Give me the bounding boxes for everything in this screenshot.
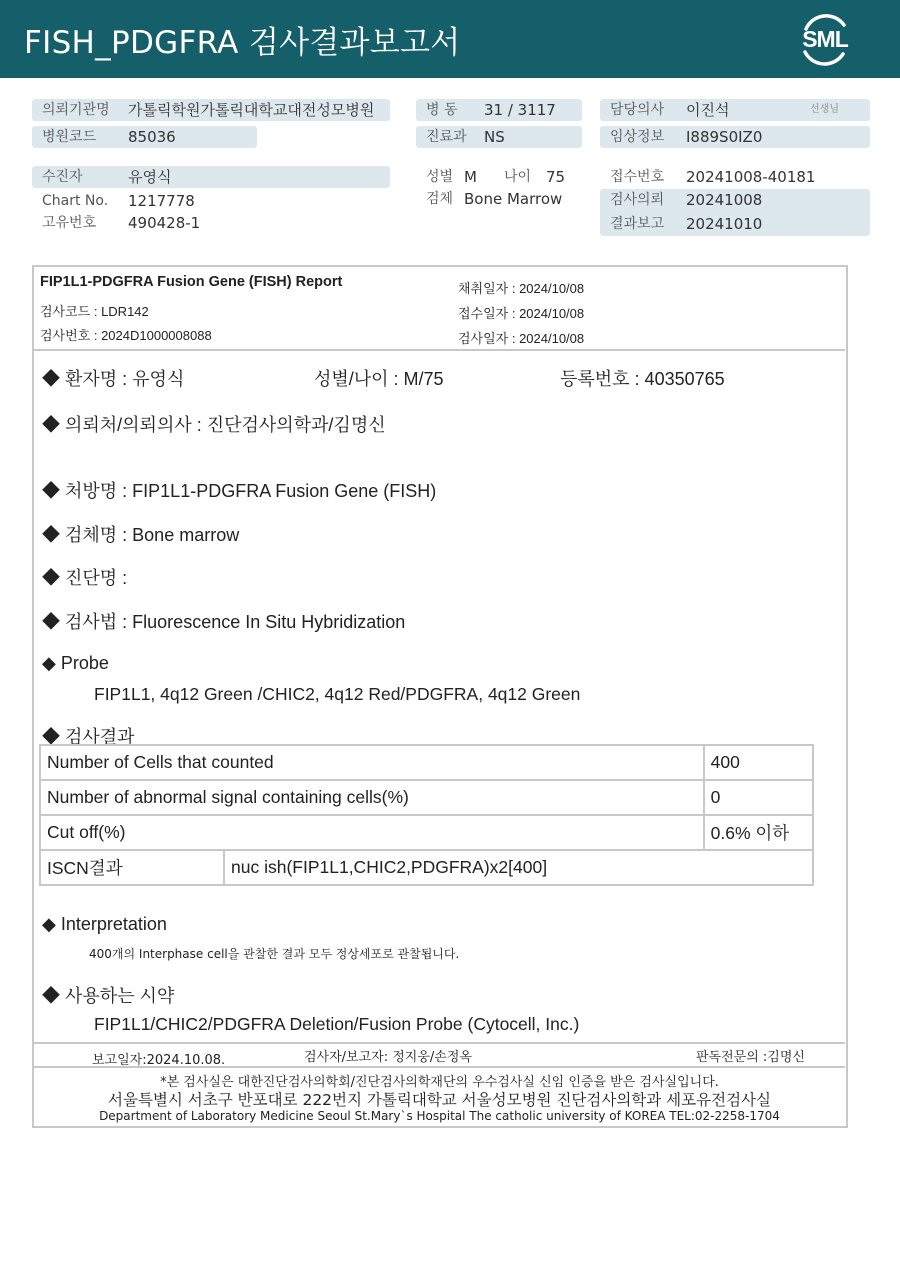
logo-text: SML — [802, 26, 848, 52]
specimen-line: ◆ 검체명 : Bone marrow — [42, 525, 240, 545]
method-line: ◆ 검사법 : Fluorescence In Situ Hybridization — [42, 612, 406, 632]
doctor-value: 이진석 — [686, 101, 730, 119]
result-label-cell: Number of Cells that counted — [40, 745, 704, 780]
iscn-label-cell: ISCN결과 — [40, 850, 224, 885]
referrer-line: ◆ 의뢰처/의뢰의사 : 진단검사의학과/김명신 — [42, 415, 386, 435]
result-heading: ◆ 검사결과 — [42, 727, 135, 747]
result-value-cell: 0.6% 이하 — [704, 815, 813, 850]
cert-note: *본 검사실은 대한진단검사의학회/진단검사의학재단의 우수검사실 신임 인증을 받은 검사실입니다. — [160, 1075, 719, 1090]
test-number: 검사번호 : 2024D1000008088 — [40, 328, 212, 343]
doctor-suffix: 선생님 — [810, 104, 839, 115]
patient-value: 유영식 — [128, 168, 172, 186]
result-value: 20241010 — [686, 215, 763, 233]
table-row — [40, 850, 813, 885]
test-date: 검사일자 : 2024/10/08 — [458, 331, 585, 346]
interpretation-text: 400개의 Interphase cell을 관찰한 결과 모두 정상세포로 관찰됩니다. — [89, 947, 460, 961]
doctor-label: 담당의사 — [610, 102, 665, 118]
chart-row — [32, 190, 390, 212]
sex-label: 성별 — [426, 169, 454, 185]
receipt-date: 접수일자 : 2024/10/08 — [458, 306, 585, 321]
dept-row — [416, 126, 582, 148]
result-label-cell: Number of abnormal signal containing cells(%) — [40, 780, 704, 815]
receipt-value: 20241008-40181 — [686, 168, 816, 186]
request-label: 검사의뢰 — [610, 192, 665, 208]
receipt-row — [600, 166, 870, 188]
result-label: 결과보고 — [610, 216, 665, 232]
result-label-cell: Cut off(%) — [40, 815, 704, 850]
report-frame — [32, 265, 848, 1128]
specialist: 판독전문의 :김명신 — [696, 1050, 805, 1065]
report-title: FIP1L1-PDGFRA Fusion Gene (FISH) Report — [40, 274, 343, 290]
receipt-label: 접수번호 — [610, 169, 665, 185]
unique-value: 490428-1 — [128, 214, 201, 232]
specimen-value: Bone Marrow — [464, 190, 563, 208]
request-value: 20241008 — [686, 191, 763, 209]
patient-line: ◆ 환자명 : 유영식 — [42, 369, 185, 389]
hospital-code-label: 병원코드 — [42, 129, 97, 145]
diagnosis-line: ◆ 진단명 : — [42, 568, 128, 588]
reagent-text: FIP1L1/CHIC2/PDGFRA Deletion/Fusion Probe (Cytocell, Inc.) — [94, 1014, 580, 1034]
institution-row — [32, 99, 390, 121]
chart-label: Chart No. — [42, 193, 109, 209]
dept-label: 진료과 — [426, 129, 467, 145]
patient-label: 수진자 — [42, 169, 83, 185]
age-value: 75 — [546, 168, 566, 186]
report-header — [0, 0, 900, 78]
examiner: 검사자/보고자: 정지웅/손정옥 — [304, 1050, 472, 1065]
sml-logo — [796, 12, 854, 66]
table-row — [40, 745, 813, 780]
ward-value: 31 / 3117 — [484, 101, 556, 119]
institution-label: 의뢰기관명 — [42, 102, 110, 118]
sex-age-line: 성별/나이 : M/75 — [314, 369, 444, 389]
divider-bottom — [34, 1066, 845, 1068]
patient-row — [32, 166, 390, 188]
result-value-cell: 0 — [704, 780, 813, 815]
hospital-code-value: 85036 — [128, 128, 176, 146]
sex-age-row — [416, 166, 596, 188]
dept-value: NS — [484, 128, 505, 146]
request-result-block — [600, 189, 870, 236]
result-value-cell: 400 — [704, 745, 813, 780]
sex-value: M — [464, 168, 477, 186]
clinical-value: I889S0IZ0 — [686, 128, 763, 146]
iscn-value-cell: nuc ish(FIP1L1,CHIC2,PDGFRA)x2[400] — [224, 850, 813, 885]
probe-heading: ◆ Probe — [42, 653, 109, 673]
page-title: FISH_PDGFRA 검사결과보고서 — [24, 25, 461, 61]
age-label: 나이 — [504, 169, 532, 185]
divider-footer — [34, 1042, 845, 1044]
reagent-heading: ◆ 사용하는 시약 — [42, 986, 175, 1006]
specimen-row — [416, 188, 596, 210]
ward-label: 병 동 — [426, 102, 458, 118]
test-code: 검사코드 : LDR142 — [40, 304, 149, 319]
unique-label: 고유번호 — [42, 215, 97, 231]
report-date: 보고일자:2024.10.08. — [92, 1053, 226, 1068]
clinical-row — [600, 126, 870, 148]
divider-top — [34, 349, 845, 351]
results-table — [39, 744, 814, 886]
address-en: Department of Laboratory Medicine Seoul St.Mary`s Hospital The catholic university of KOREA TEL:02-2258-1704 — [99, 1109, 780, 1123]
table-row — [40, 815, 813, 850]
chart-value: 1217778 — [128, 192, 195, 210]
interpretation-heading: ◆ Interpretation — [42, 914, 167, 934]
doctor-row — [600, 99, 870, 121]
prescription-line: ◆ 처방명 : FIP1L1-PDGFRA Fusion Gene (FISH) — [42, 481, 437, 501]
clinical-label: 임상정보 — [610, 129, 665, 145]
ward-row — [416, 99, 582, 121]
table-row — [40, 780, 813, 815]
address-kr: 서울특별시 서초구 반포대로 222번지 가톨릭대학교 서울성모병원 진단검사의학과 세포유전검사실 — [108, 1091, 771, 1109]
registration-line: 등록번호 : 40350765 — [560, 369, 725, 389]
unique-row — [32, 212, 390, 234]
hospital-code-row — [32, 126, 257, 148]
probe-detail: FIP1L1, 4q12 Green /CHIC2, 4q12 Red/PDGFRA, 4q12 Green — [94, 684, 581, 704]
institution-value: 가톨릭학원가톨릭대학교대전성모병원 — [128, 101, 375, 119]
specimen-label: 검체 — [426, 191, 454, 207]
collection-date: 채취일자 : 2024/10/08 — [458, 281, 585, 296]
